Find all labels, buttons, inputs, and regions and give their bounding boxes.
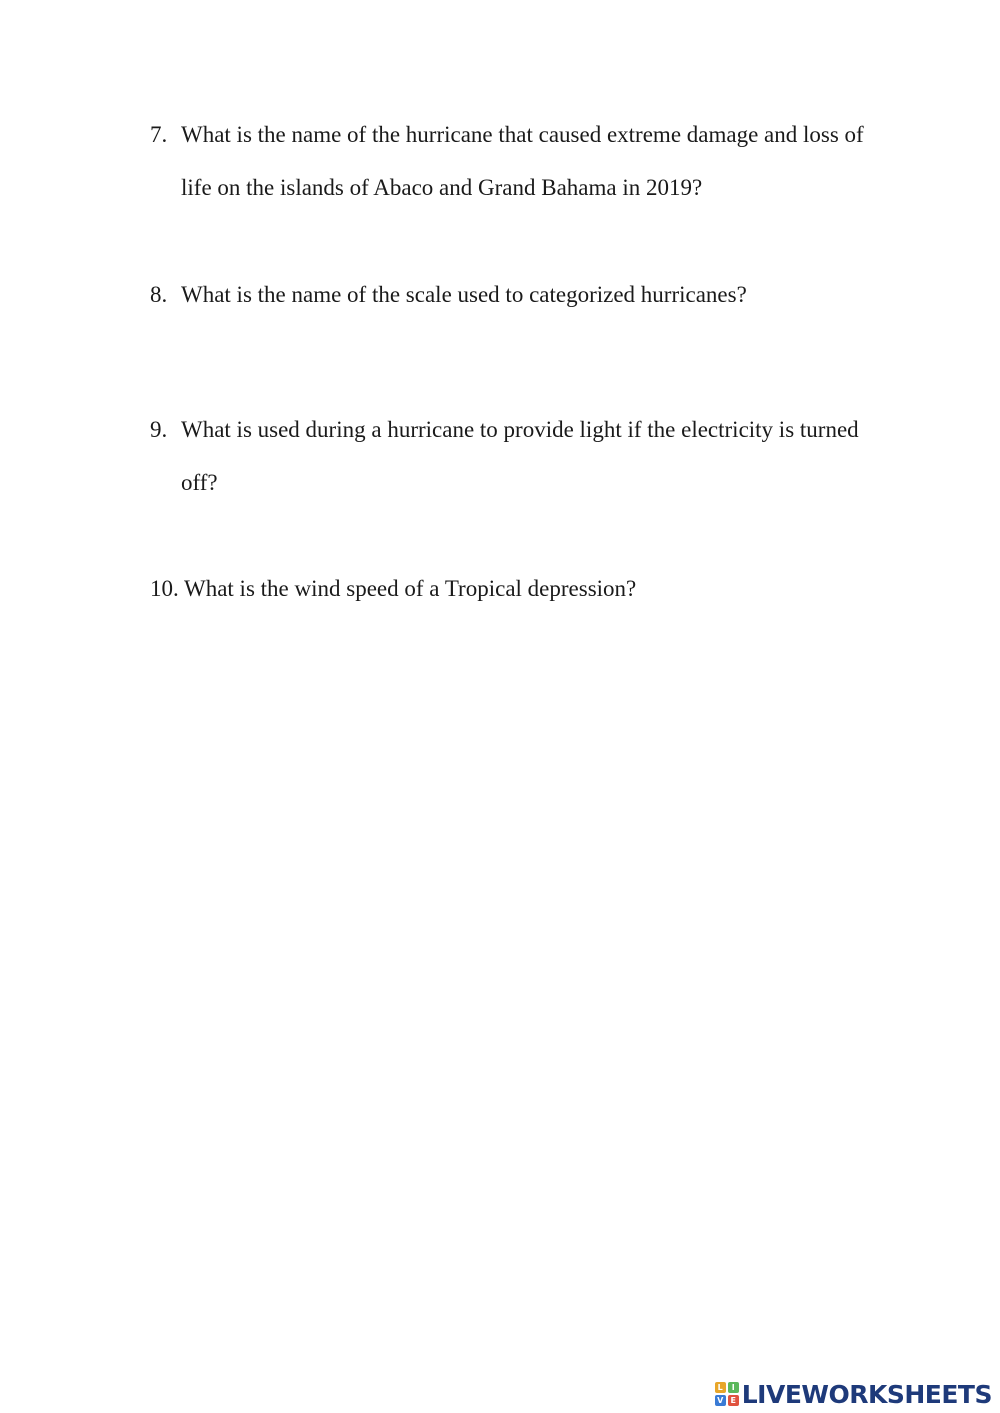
question-text: What is the name of the scale used to categorized hurricanes? — [181, 282, 747, 307]
question-number: 8. — [150, 282, 168, 307]
question-text: What is used during a hurricane to provide light if the electricity is turned off? — [181, 417, 859, 495]
liveworksheets-logo — [715, 1381, 992, 1407]
question-text: What is the name of the hurricane that caused extreme damage and loss of life on the islands of Abaco and Grand Bahama in 2019? — [181, 122, 864, 200]
brand-text: LIVEWORKSHEETS — [741, 1379, 992, 1409]
logo-tile-v: V — [715, 1395, 726, 1406]
question-text: What is the wind speed of a Tropical depression? — [184, 576, 637, 601]
question-number: 9. — [150, 417, 168, 442]
logo-tile-e: E — [728, 1395, 739, 1406]
question-number: 7. — [150, 122, 168, 147]
logo-tile-i: I — [728, 1382, 739, 1393]
liveworksheets-logo-icon — [715, 1382, 739, 1406]
logo-tile-l: L — [715, 1382, 726, 1393]
question-number: 10. — [150, 576, 179, 601]
